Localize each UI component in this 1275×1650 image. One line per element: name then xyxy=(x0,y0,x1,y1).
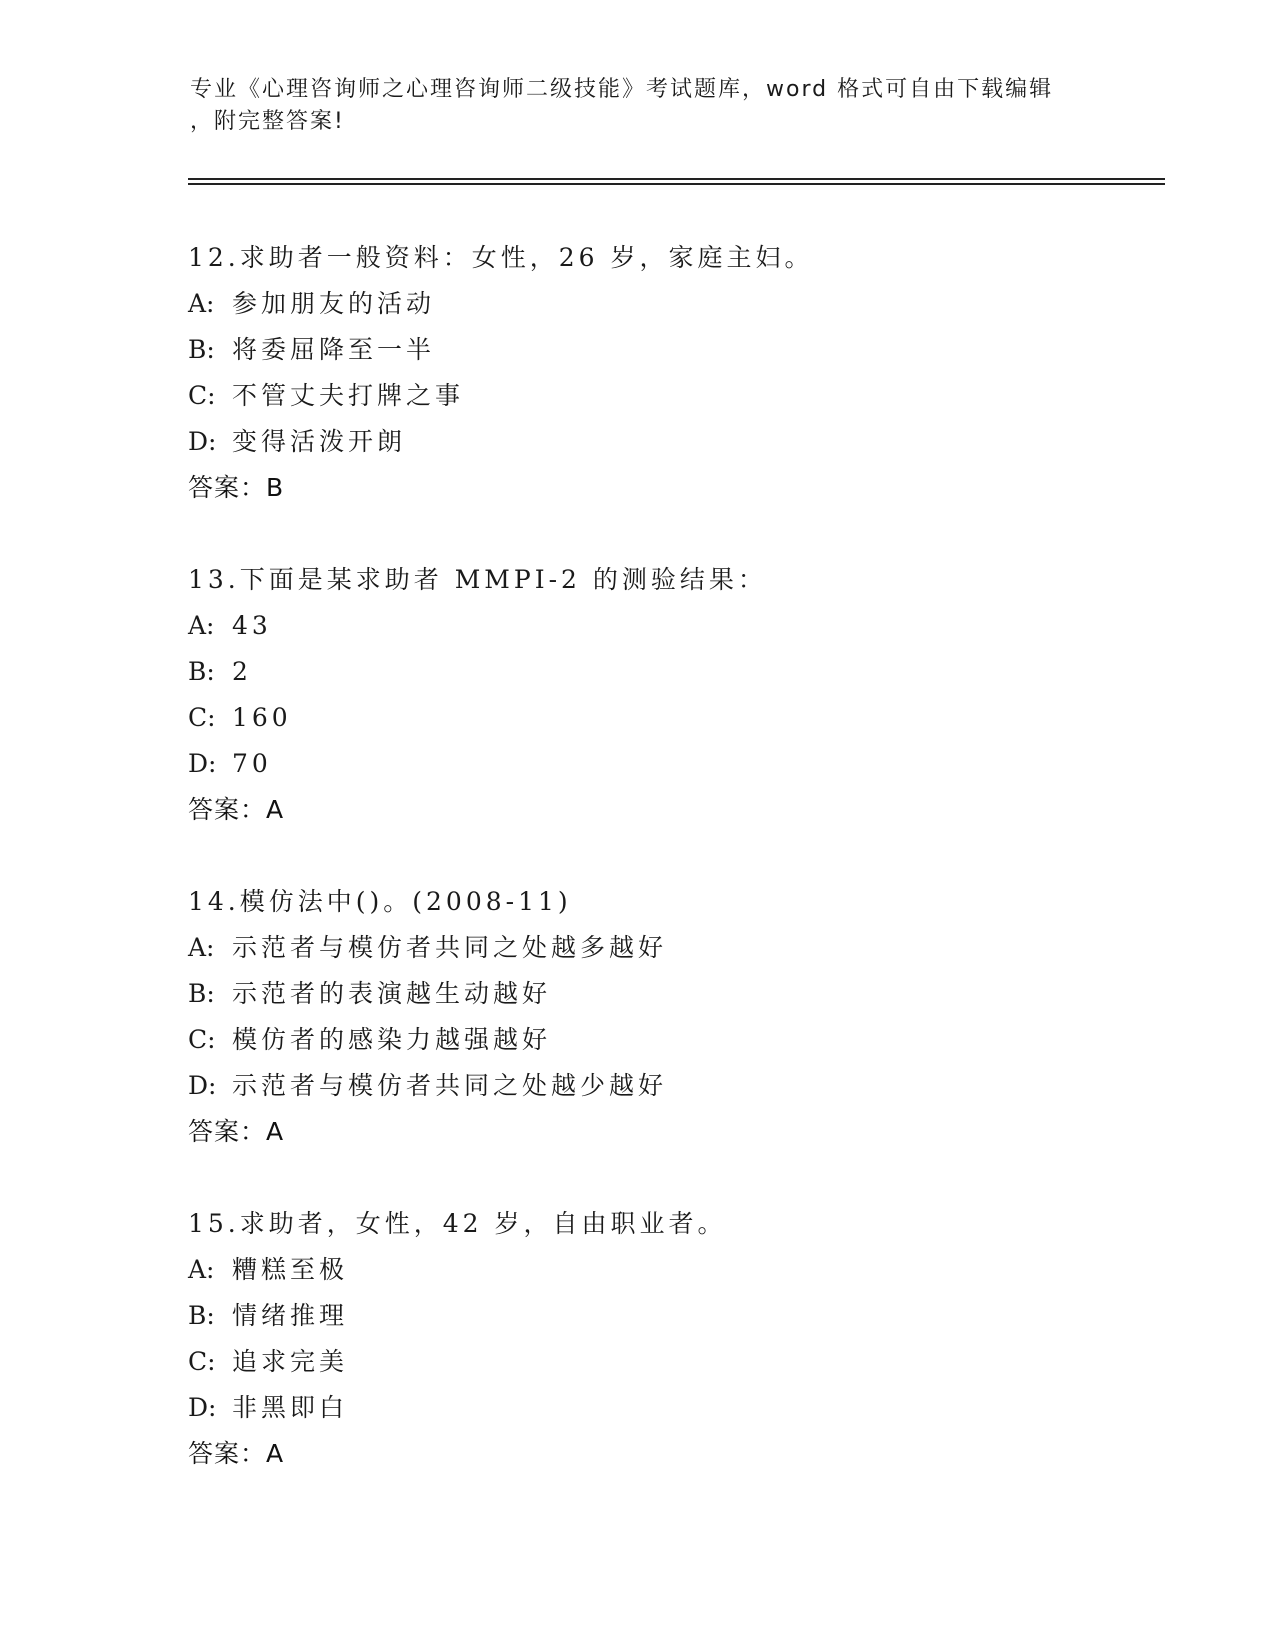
option-text: 70 xyxy=(232,749,272,778)
option-letter: A: xyxy=(188,289,215,318)
option-text: 情绪推理 xyxy=(232,1301,349,1330)
document-header xyxy=(190,74,1090,138)
option-letter: A: xyxy=(188,1255,215,1284)
option-text: 模仿者的感染力越强越好 xyxy=(232,1025,552,1054)
option-letter: D: xyxy=(188,1071,217,1100)
option-text: 160 xyxy=(232,703,292,732)
question-stem: 12.求助者一般资料：女性，26 岁，家庭主妇。 xyxy=(188,243,814,272)
option-letter: C: xyxy=(188,1347,216,1376)
option-letter: D: xyxy=(188,427,217,456)
option-letter: B: xyxy=(188,1301,215,1330)
option-b xyxy=(188,1293,1088,1339)
option-letter: B: xyxy=(188,979,215,1008)
option-letter: B: xyxy=(188,335,215,364)
option-text: 将委屈降至一半 xyxy=(232,335,436,364)
option-c xyxy=(188,1339,1088,1385)
header-divider-top xyxy=(188,178,1165,180)
option-text: 不管丈夫打牌之事 xyxy=(232,381,465,410)
option-d xyxy=(188,741,1088,787)
option-text: 43 xyxy=(232,611,272,640)
header-divider-bottom xyxy=(188,183,1165,185)
answer-line: 答案：A xyxy=(188,1117,285,1146)
question-stem: 14.模仿法中()。(2008-11) xyxy=(188,887,572,916)
option-text: 示范者的表演越生动越好 xyxy=(232,979,552,1008)
option-text: 变得活泼开朗 xyxy=(232,427,407,456)
option-letter: C: xyxy=(188,1025,216,1054)
option-letter: D: xyxy=(188,749,217,778)
option-c xyxy=(188,373,1088,419)
option-a xyxy=(188,603,1088,649)
option-c xyxy=(188,1017,1088,1063)
answer-line: 答案：A xyxy=(188,795,285,824)
question-14 xyxy=(188,879,1088,1155)
option-b xyxy=(188,649,1088,695)
option-b xyxy=(188,971,1088,1017)
option-d xyxy=(188,1385,1088,1431)
question-12 xyxy=(188,235,1088,511)
option-b xyxy=(188,327,1088,373)
option-text: 2 xyxy=(232,657,252,686)
option-d xyxy=(188,419,1088,465)
option-a xyxy=(188,281,1088,327)
option-letter: C: xyxy=(188,381,216,410)
header-line-1: 专业《心理咨询师之心理咨询师二级技能》考试题库，word 格式可自由下载编辑 xyxy=(190,77,1054,102)
option-text: 参加朋友的活动 xyxy=(232,289,436,318)
header-line-2: ，附完整答案! xyxy=(190,109,345,134)
option-d xyxy=(188,1063,1088,1109)
option-a xyxy=(188,925,1088,971)
option-letter: B: xyxy=(188,657,215,686)
option-text: 追求完美 xyxy=(232,1347,349,1376)
question-stem: 13.下面是某求助者 MMPI-2 的测验结果： xyxy=(188,565,767,594)
option-a xyxy=(188,1247,1088,1293)
option-c xyxy=(188,695,1088,741)
question-13 xyxy=(188,557,1088,833)
option-text: 糟糕至极 xyxy=(232,1255,349,1284)
option-letter: A: xyxy=(188,933,215,962)
question-15 xyxy=(188,1201,1088,1477)
option-letter: A: xyxy=(188,611,215,640)
option-text: 非黑即白 xyxy=(232,1393,349,1422)
option-letter: D: xyxy=(188,1393,217,1422)
option-text: 示范者与模仿者共同之处越多越好 xyxy=(232,933,668,962)
option-text: 示范者与模仿者共同之处越少越好 xyxy=(232,1071,668,1100)
answer-line: 答案：A xyxy=(188,1439,285,1468)
answer-line: 答案：B xyxy=(188,473,285,502)
question-stem: 15.求助者，女性，42 岁，自由职业者。 xyxy=(188,1209,727,1238)
option-letter: C: xyxy=(188,703,216,732)
